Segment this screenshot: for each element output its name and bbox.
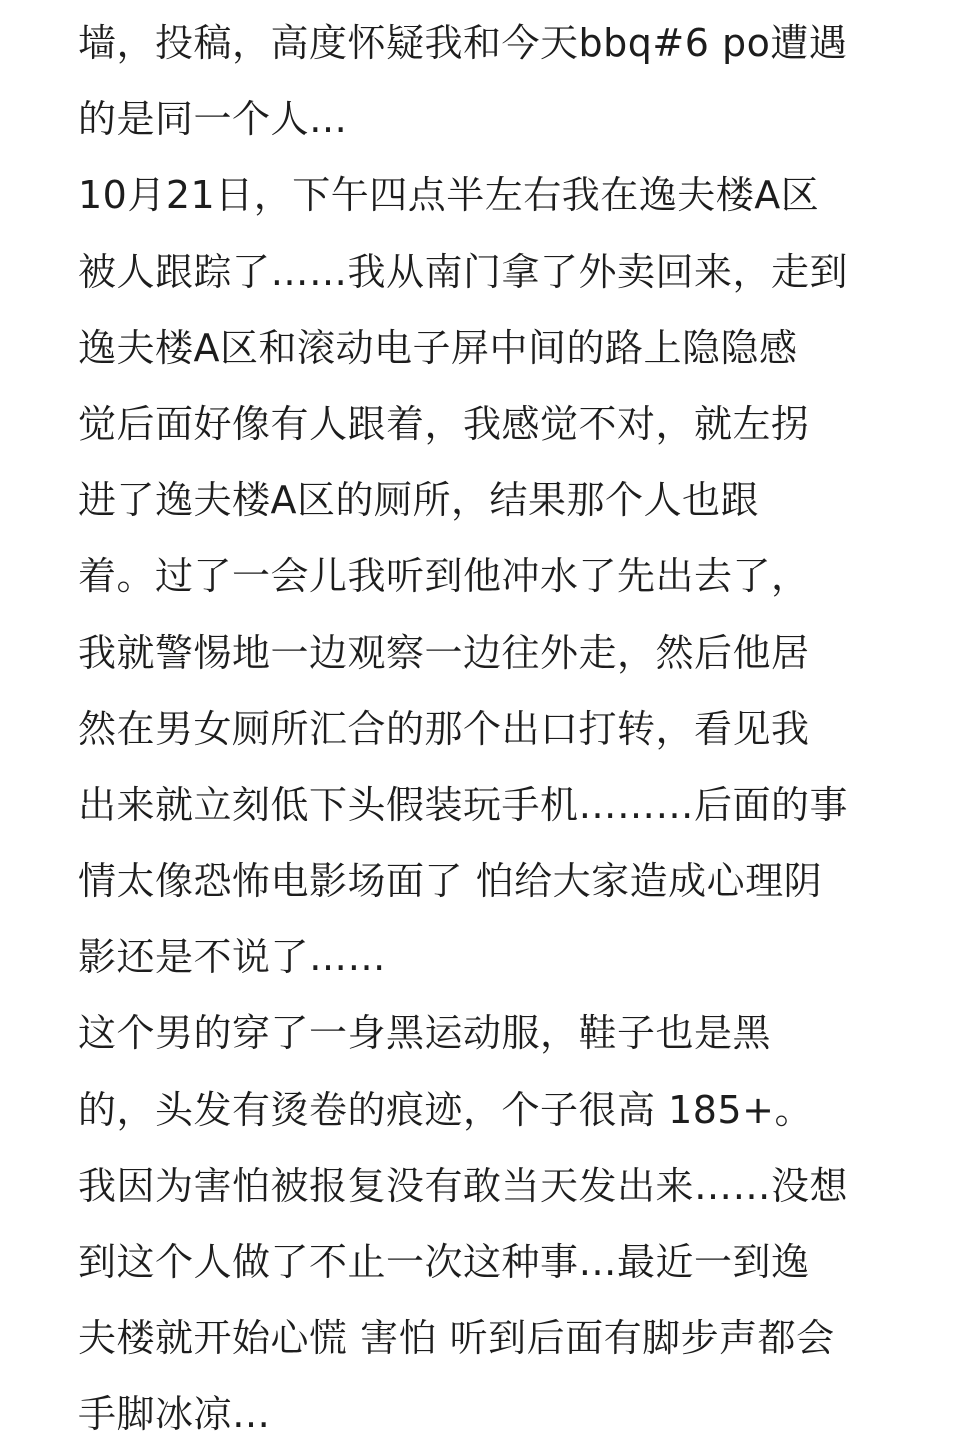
text-line: 夫楼就开始心慌 害怕 听到后面有脚步声都会 <box>78 1316 835 1361</box>
text-line: 进了逸夫楼A区的厕所，结果那个人也跟 <box>78 478 759 523</box>
post-text-body <box>78 5 938 1453</box>
text-line: 墙，投稿，高度怀疑我和今天bbq#6 po遭遇 <box>78 21 848 65</box>
text-line: 出来就立刻低下头假装玩手机………后面的事 <box>78 782 849 827</box>
text-line: 我因为害怕被报复没有敢当天发出来……没想 <box>78 1163 849 1208</box>
text-line: 到这个人做了不止一次这种事…最近一到逸 <box>78 1240 810 1284</box>
text-line: 手脚冰凉… <box>78 1392 271 1437</box>
text-line: 10月21日，下午四点半左右我在逸夫楼A区 <box>78 173 820 218</box>
text-line: 逸夫楼A区和滚动电子屏中间的路上隐隐感 <box>78 325 798 370</box>
text-line: 被人跟踪了……我从南门拿了外卖回来，走到 <box>78 249 849 294</box>
text-line: 着。过了一会儿我听到他冲水了先出去了， <box>78 554 810 599</box>
text-line: 然在男女厕所汇合的那个出口打转，看见我 <box>78 706 810 751</box>
text-line: 我就警惕地一边观察一边往外走，然后他居 <box>78 630 810 675</box>
text-line: 情太像恐怖电影场面了 怕给大家造成心理阴 <box>78 859 823 904</box>
text-line: 觉后面好像有人跟着，我感觉不对，就左拐 <box>78 401 810 446</box>
text-line: 的，头发有烫卷的痕迹，个子很高 185+。 <box>78 1087 813 1132</box>
text-line: 的是同一个人… <box>78 97 348 142</box>
text-line: 影还是不说了…… <box>78 935 387 980</box>
text-line: 这个男的穿了一身黑运动服，鞋子也是黑 <box>78 1011 772 1056</box>
